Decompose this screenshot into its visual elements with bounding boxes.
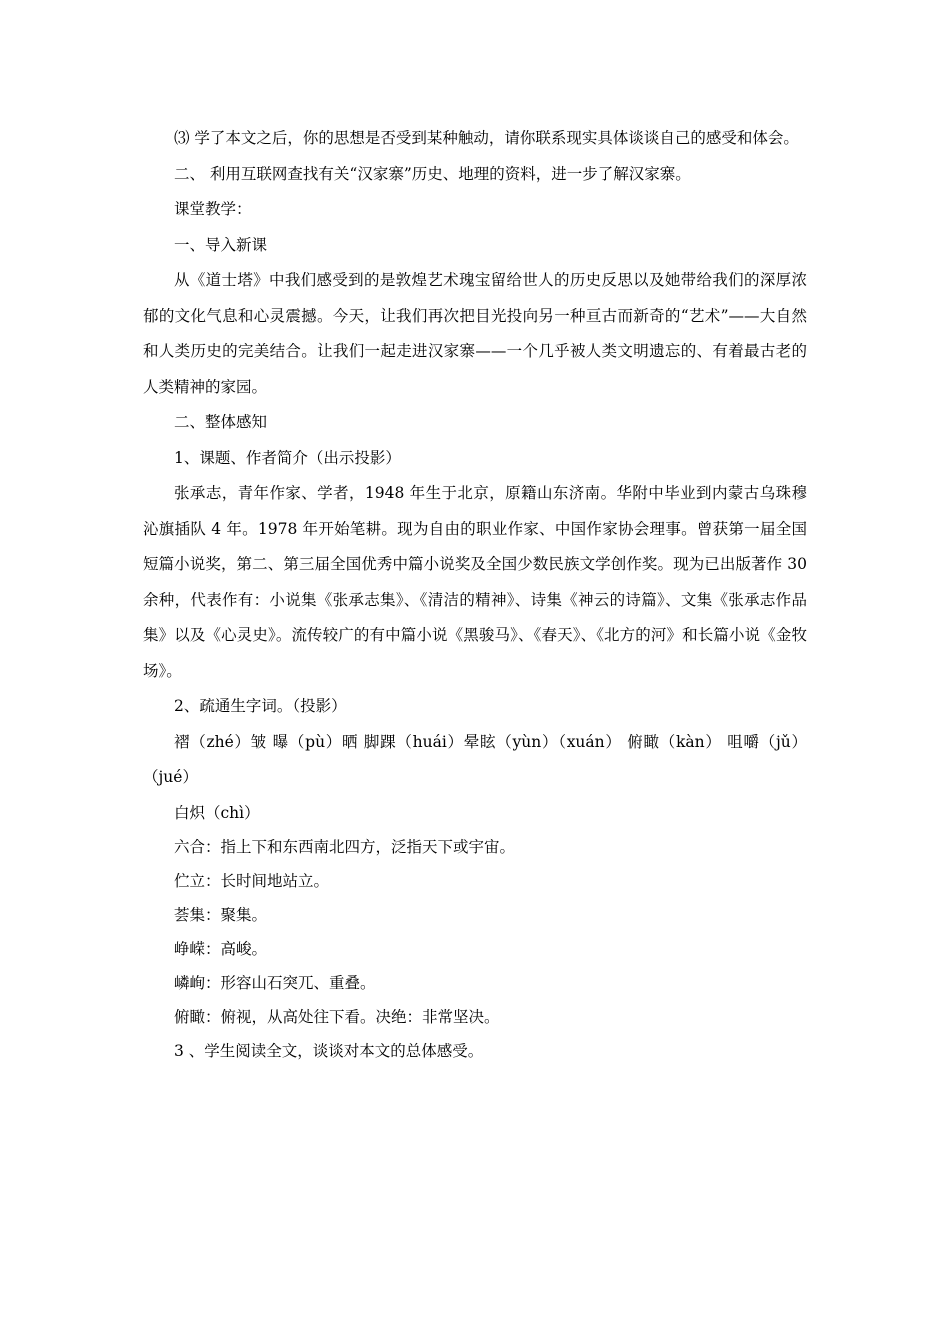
heading-vocabulary: 2、疏通生字词。（投影） [174, 697, 347, 715]
vocab-item-fukan: 俯瞰：俯视，从高处往下看。决绝：非常坚决。 [174, 1007, 500, 1026]
paragraph-author-bio: 张承志，青年作家、学者，1948 年生于北京，原籍山东济南。华附中毕业到内蒙古乌珠穆沁旗插队 4 年。1978 年开始笔耕。现为自由的职业作家、中国作家协会理事。曾获第一届全国短篇小说奖，第二、第三届全国优秀中篇小说奖及全国少数民族文学创作奖。现为已出版著作 30 余种，代表作有：小说集《张承志集》、《清洁的精神》、诗集《神云的诗篇》、文集《张承志作品集》以及《心灵史》。流传较广的有中篇小说《黑骏马》、《春天》、《北方的河》和长篇小说《金牧场》。 [143, 484, 807, 680]
vocab-item-liuhe: 六合：指上下和东西南北四方，泛指天下或宇宙。 [174, 837, 516, 856]
heading-introduction: 一、导入新课 [174, 235, 268, 254]
paragraph-question-3: ⑶ 学了本文之后，你的思想是否受到某种触动，请你联系现实具体谈谈自己的感受和体会。 [174, 129, 799, 147]
vocab-item-baichi: 白炽（chì） [174, 803, 260, 822]
vocab-item-zhuli: 伫立：长时间地站立。 [174, 871, 330, 890]
vocab-item-zhengrong: 峥嵘：高峻。 [174, 939, 268, 958]
paragraph-pinyin-list: 褶（zhé）皱 曝（pù）晒 脚踝（huái）晕眩（yùn）（xuán） 俯瞰（kàn） 咀嚼（jǔ）（jué） [143, 732, 807, 786]
document-body [143, 121, 807, 1068]
vocab-item-huiji: 荟集：聚集。 [174, 905, 268, 924]
heading-read-full-text: 3 、学生阅读全文，谈谈对本文的总体感受。 [174, 1041, 484, 1060]
heading-overall-perception: 二、整体感知 [174, 413, 268, 431]
heading-author-intro: 1、课题、作者简介（出示投影） [174, 448, 401, 467]
paragraph-internet-research: 二、 利用互联网查找有关“汉家寨”历史、地理的资料，进一步了解汉家寨。 [174, 164, 691, 183]
vocab-item-linxun: 嶙峋：形容山石突兀、重叠。 [174, 973, 376, 992]
heading-classroom-teaching: 课堂教学： [174, 200, 252, 218]
paragraph-introduction: 从《道士塔》中我们感受到的是敦煌艺术瑰宝留给世人的历史反思以及她带给我们的深厚浓郁的文化气息和心灵震撼。今天，让我们再次把目光投向另一种亘古而新奇的“艺术”——大自然和人类历史的完美结合。让我们一起走进汉家寨——一个几乎被人类文明遗忘的、有着最古老的人类精神的家园。 [143, 271, 807, 396]
